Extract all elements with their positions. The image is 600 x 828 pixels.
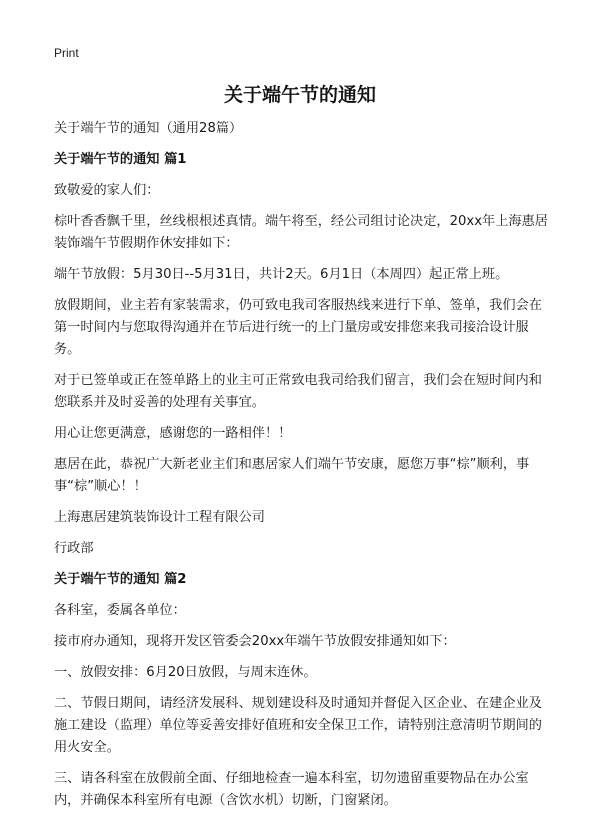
document-body [54,118,550,821]
paragraph: 惠居在此，恭祝广大新老业主们和惠居家人们端午节安康，愿您万事“棕”顺利，事事“棕”顺心！！ [54,457,530,494]
paragraph: 对于已签单或正在签单路上的业主可正常致电我司给我们留言，我们会在短时间内和您联系并及时妥善的处理有关事宜。 [54,373,542,410]
paragraph: 各科室，委属各单位： [54,603,186,618]
signature-company: 上海惠居建筑装饰设计工程有限公司 [54,510,265,525]
paragraph: 接市府办通知，现将开发区管委会20xx年端午节放假安排通知如下： [54,634,456,649]
signature-department: 行政部 [54,541,94,556]
paragraph: 用心让您更满意，感谢您的一路相伴！！ [54,426,292,441]
page-title: 关于端午节的通知 [223,84,376,106]
print-link[interactable]: Print [54,46,79,60]
paragraph: 一、放假安排：6月20日放假，与周末连休。 [54,665,317,680]
paragraph: 放假期间，业主若有家装需求，仍可致电我司客服热线来进行下单、签单，我们会在第一时间内与您取得沟通并在节后进行统一的上门量房或安排您来我司接洽设计服务。 [54,298,542,357]
section-heading: 关于端午节的通知 篇1 [54,152,187,167]
document-subtitle: 关于端午节的通知（通用28篇） [54,121,243,136]
paragraph: 致敬爱的家人们： [54,183,160,198]
section-heading: 关于端午节的通知 篇2 [54,572,187,587]
paragraph: 端午节放假：5月30日--5月31日，共计2天。6月1日（本周四）起正常上班。 [54,267,509,282]
paragraph: 三、请各科室在放假前全面、仔细地检查一遍本科室，切勿遗留重要物品在办公室内，并确保本科室所有电源（含饮水机）切断，门窗紧闭。 [54,771,529,808]
paragraph: 二、节假日期间，请经济发展科、规划建设科及时通知并督促入区企业、在建企业及施工建设（监理）单位等妥善安排好值班和安全保卫工作，请特别注意清明节期间的用火安全。 [54,696,542,755]
paragraph: 棕叶香香飘千里，丝线根根述真情。端午将至，经公司组讨论决定，20xx年上海惠居装饰端午节假期作休安排如下： [54,214,548,251]
